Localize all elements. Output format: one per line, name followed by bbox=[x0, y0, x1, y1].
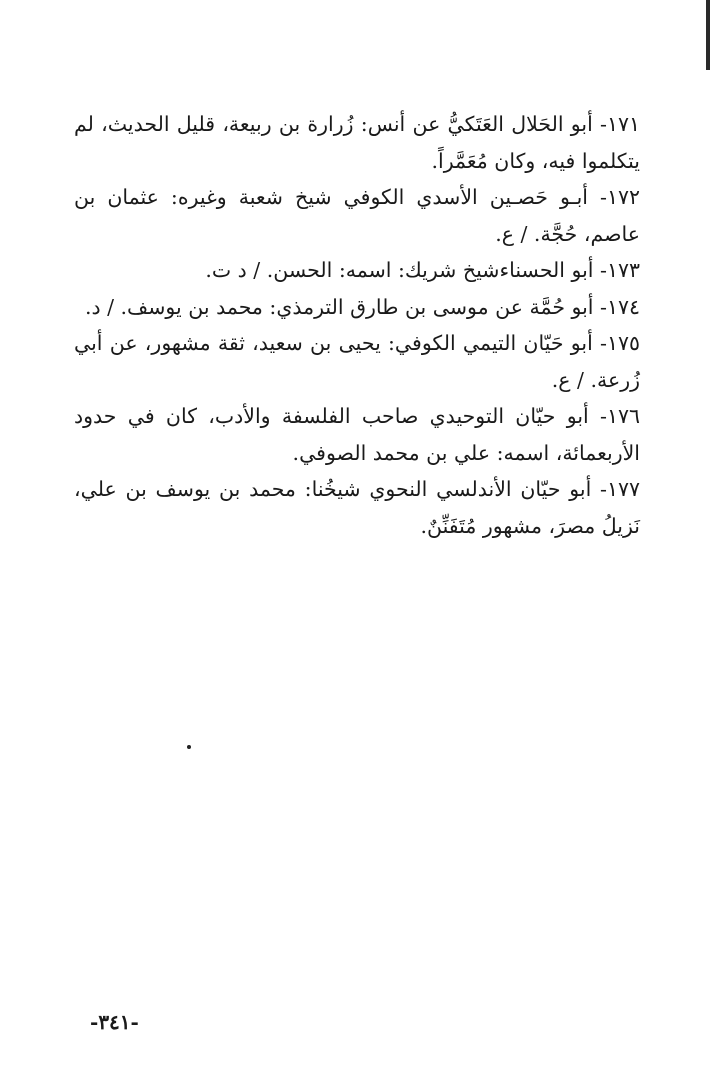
page-edge-mark bbox=[706, 0, 710, 70]
page-number: -٣٤١- bbox=[90, 1010, 139, 1034]
entry-174: ١٧٤- أبو حُمَّة عن موسى بن طارق الترمذي: محمد بن يوسف. / د. bbox=[84, 294, 640, 319]
entry-177: ١٧٧- أبو حيّان الأندلسي النحوي شيخُنا: محمد بن يوسف بن علي، نَزيلُ مصرَ، مشهور مُتَفَنِّنٌ. bbox=[74, 477, 640, 538]
entry-176: ١٧٦- أبو حيّان التوحيدي صاحب الفلسفة والأدب، كان في حدود الأربعمائة، اسمه: علي بن محمد الصوفي. bbox=[74, 404, 640, 465]
entry-175: ١٧٥- أبو حَيّان التيمي الكوفي: يحيى بن سعيد، ثقة مشهور، عن أبي زُرعة. / ع. bbox=[74, 331, 640, 392]
entry-171: ١٧١- أبو الحَلال العَتَكيُّ عن أنس: زُرارة بن ربيعة، قليل الحديث، لم يتكلموا فيه، وكان مُعَمَّراً. bbox=[74, 112, 640, 173]
entry-173: ١٧٣- أبو الحسناءشيخ شريك: اسمه: الحسن. / د ت. bbox=[205, 258, 640, 282]
stray-dot bbox=[187, 745, 191, 749]
entry-172: ١٧٢- أبـو حَصـين الأسدي الكوفي شيخ شعبة وغيره: عثمان بن عاصم، حُجَّة. / ع. bbox=[74, 185, 640, 246]
entries-list bbox=[74, 106, 640, 544]
